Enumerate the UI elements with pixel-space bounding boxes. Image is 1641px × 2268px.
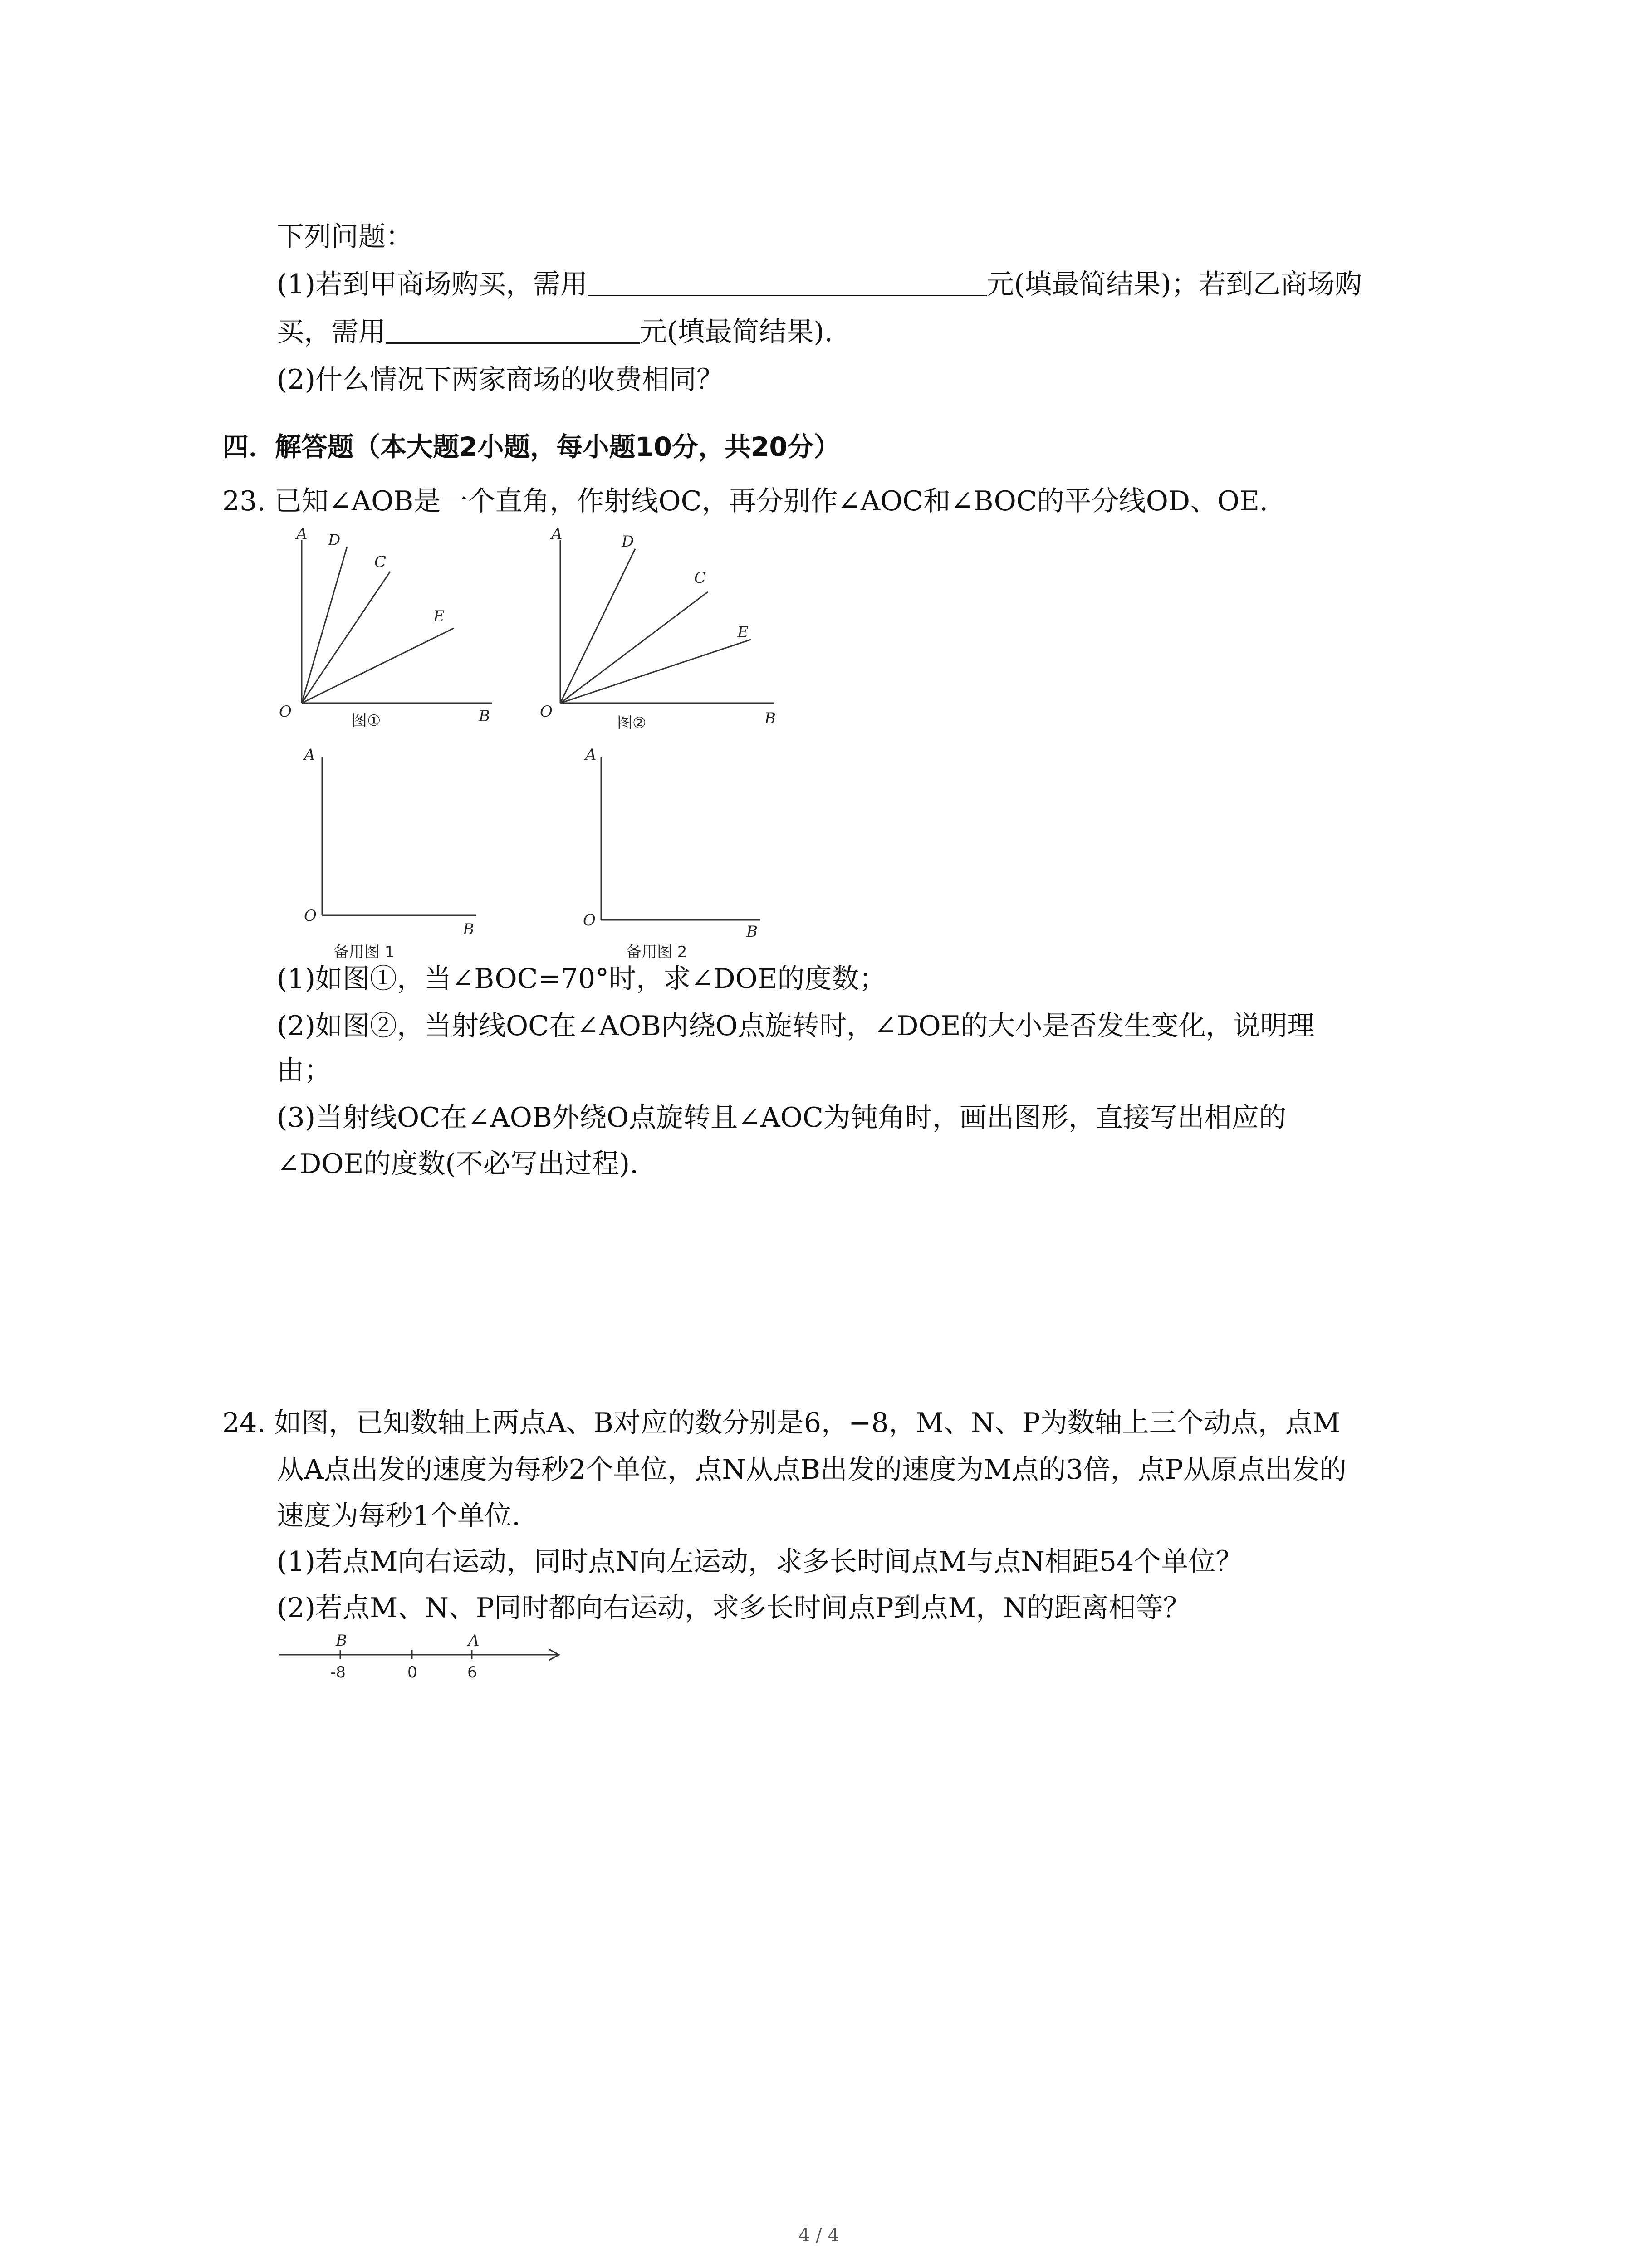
fig2-label-c: C	[694, 569, 706, 587]
backup2-label-o: O	[583, 911, 596, 929]
fig1-label-c: C	[374, 553, 387, 571]
number-line-figure	[277, 1628, 567, 1687]
fig2-label-a: A	[551, 526, 563, 543]
problem-23-part-2-cont: 由；	[277, 1055, 331, 1086]
section-heading: 四．解答题（本大题2小题，每小题10分，共20分）	[222, 431, 840, 462]
fig1-label-b: B	[479, 707, 490, 725]
fig2-label-d: D	[622, 533, 634, 551]
fig1-label-o: O	[279, 703, 292, 721]
problem-24-stem: 24. 如图，已知数轴上两点A、B对应的数分别是6，−8，M、N、P为数轴上三个动点，点M	[222, 1407, 1341, 1439]
backup2-label-a: A	[585, 746, 597, 764]
fig2-caption: 图②	[617, 714, 647, 732]
problem-24-part-1: (1)若点M向右运动，同时点N向左运动，求多长时间点M与点N相距54个单位？	[277, 1546, 1243, 1578]
fig1-label-d: D	[328, 531, 341, 549]
answer-blank-jia[interactable]	[588, 268, 987, 296]
backup-figure-2	[576, 744, 776, 962]
numberline-label-a: A	[468, 1632, 480, 1650]
backup1-caption: 备用图 1	[333, 943, 395, 961]
problem-24-stem-cont: 从A点出发的速度为每秒2个单位，点N从点B出发的速度为M点的3倍，点P从原点出发的	[277, 1454, 1347, 1486]
backup2-label-b: B	[746, 923, 758, 941]
problem-23-part-3: (3)当射线OC在∠AOB外绕O点旋转且∠AOC为钝角时，画出图形，直接写出相应的	[277, 1102, 1286, 1134]
figure-1	[274, 526, 501, 739]
problem-24-part-2: (2)若点M、N、P同时都向右运动，求多长时间点P到点M，N的距离相等？	[277, 1592, 1190, 1624]
q1-continue: 买，需用	[277, 316, 386, 348]
q1-end: 元(填最简结果).	[640, 316, 833, 348]
numberline-label-b: B	[336, 1632, 347, 1650]
page-number: 4 / 4	[798, 2225, 839, 2246]
q1-suffix: 元(填最简结果)；若到乙商场购	[987, 269, 1362, 300]
problem-23-part-2: (2)如图②，当射线OC在∠AOB内绕O点旋转时，∠DOE的大小是否发生变化，说明理	[277, 1010, 1315, 1042]
fig2-label-o: O	[540, 703, 553, 721]
numberline-tick-neg8: -8	[330, 1663, 346, 1681]
fig1-label-a: A	[296, 526, 308, 543]
text-line: (2)什么情况下两家商场的收费相同？	[277, 364, 724, 396]
fig2-label-e: E	[737, 623, 749, 641]
text-line	[277, 266, 1362, 303]
numberline-tick-0: 0	[407, 1663, 417, 1681]
problem-23-part-1: (1)如图①，当∠BOC=70°时，求∠DOE的度数；	[277, 963, 887, 995]
answer-blank-yi[interactable]	[386, 315, 640, 344]
q1-prefix: (1)若到甲商场购买，需用	[277, 269, 588, 300]
figure-2	[538, 526, 792, 739]
backup1-label-a: A	[304, 746, 315, 764]
problem-23-stem: 23. 已知∠AOB是一个直角，作射线OC，再分别作∠AOC和∠BOC的平分线OD、OE.	[222, 485, 1269, 517]
fig2-label-b: B	[764, 709, 776, 728]
numberline-tick-6: 6	[467, 1663, 477, 1681]
backup1-label-o: O	[304, 907, 317, 925]
fig1-caption: 图①	[352, 712, 381, 730]
problem-23-part-3-cont: ∠DOE的度数(不必写出过程).	[277, 1148, 639, 1180]
text-line	[277, 314, 833, 350]
text-line: 下列问题：	[277, 221, 413, 253]
backup2-caption: 备用图 2	[626, 943, 687, 961]
fig1-label-e: E	[433, 607, 445, 626]
backup-figure-1	[297, 744, 497, 962]
problem-24-stem-end: 速度为每秒1个单位.	[277, 1500, 521, 1532]
backup1-label-b: B	[463, 920, 474, 938]
